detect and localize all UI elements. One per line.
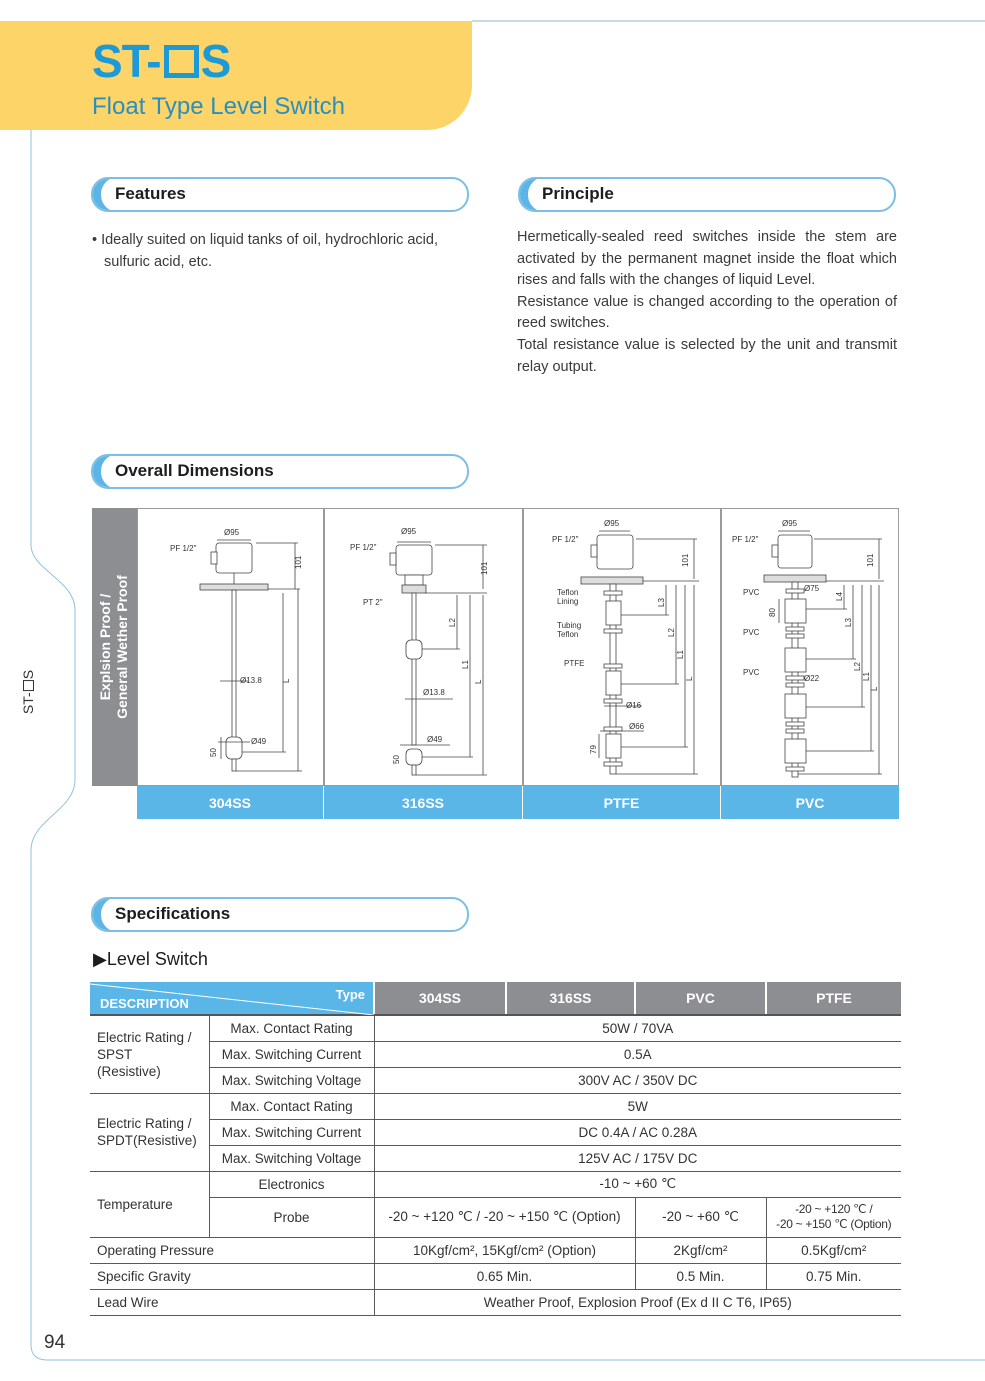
dim-label: Ø95 — [782, 519, 798, 528]
dimensions-panel — [92, 508, 899, 819]
features-title: Features — [115, 184, 186, 203]
drawing-304ss-svg — [138, 509, 325, 787]
model-label-ptfe: PTFE — [523, 786, 721, 819]
dim-label: 50 — [392, 755, 401, 764]
table-row — [90, 1263, 901, 1289]
dimensions-section-header — [91, 454, 469, 489]
dim-label: 101 — [294, 555, 303, 569]
group-cell-temperature: Temperature — [90, 1171, 209, 1237]
param-cell: Max. Contact Rating — [209, 1015, 374, 1041]
side-label-line2: General Wether Proof — [114, 575, 130, 719]
drawing-pvc-svg — [722, 509, 900, 787]
header-description-type-cell — [90, 982, 374, 1015]
dim-label: L1 — [461, 660, 470, 669]
drawing-316ss-svg — [325, 509, 524, 787]
value-cell — [766, 1197, 901, 1237]
value-cell: 0.65 Min. — [374, 1263, 635, 1289]
dim-label: PF 1/2" — [732, 535, 759, 544]
specifications-section-header — [91, 897, 469, 932]
features-list — [92, 229, 467, 273]
dim-label: Ø95 — [224, 528, 240, 537]
side-label-line1: Explsion Proof / — [97, 593, 113, 701]
dim-label: L — [474, 679, 483, 684]
value-cell: -20 ~ +120 ℃ / -20 ~ +150 ℃ (Option) — [374, 1197, 635, 1237]
param-cell: Max. Switching Voltage — [209, 1067, 374, 1093]
table-row — [90, 1197, 901, 1237]
table-row — [90, 1093, 901, 1119]
dim-label: Tubing — [557, 621, 582, 630]
model-label-pvc: PVC — [721, 786, 899, 819]
param-cell: Electronics — [209, 1171, 374, 1197]
table-row — [90, 1145, 901, 1171]
dim-label: 79 — [589, 745, 598, 754]
drawing-316ss — [324, 508, 523, 786]
group-label: Electric Rating / — [97, 1029, 192, 1045]
dim-label: PTFE — [564, 659, 585, 668]
param-cell: Max. Switching Current — [209, 1119, 374, 1145]
model-suffix: S — [200, 35, 231, 87]
specifications-title: Specifications — [115, 904, 231, 923]
model-label-316ss: 316SS — [324, 786, 523, 819]
value-cell: 50W / 70VA — [374, 1015, 901, 1041]
header-col-304ss: 304SS — [374, 982, 506, 1015]
dim-label: PT 2" — [363, 598, 383, 607]
dim-label: PF 1/2" — [170, 544, 197, 553]
drawing-pvc — [721, 508, 899, 786]
dim-label: PVC — [743, 588, 760, 597]
value-cell: DC 0.4A / AC 0.28A — [374, 1119, 901, 1145]
dim-label: 101 — [866, 553, 875, 567]
table-row — [90, 1289, 901, 1315]
level-switch-heading-text: Level Switch — [106, 949, 208, 969]
header-description: DESCRIPTION — [100, 996, 189, 1011]
dim-label: L1 — [862, 672, 871, 681]
specifications-table — [90, 982, 901, 1316]
probe-ptfe-line: -20 ~ +120 ℃ / — [795, 1202, 873, 1216]
dim-label: L3 — [844, 618, 853, 627]
drawing-ptfe-svg — [524, 509, 722, 787]
label-cell: Specific Gravity — [90, 1263, 374, 1289]
dim-label: Ø13.8 — [423, 688, 445, 697]
value-cell: 125V AC / 175V DC — [374, 1145, 901, 1171]
dim-label: PVC — [743, 668, 760, 677]
principle-body — [517, 227, 897, 378]
dim-label: Ø13.8 — [240, 676, 262, 685]
side-tab-label — [20, 670, 36, 714]
table-row — [90, 1067, 901, 1093]
level-switch-heading — [93, 949, 208, 970]
dim-label: L — [282, 678, 291, 683]
drawing-ptfe — [523, 508, 721, 786]
dim-label: Lining — [557, 597, 579, 606]
header-type: Type — [335, 987, 365, 1002]
dim-label: PF 1/2" — [552, 535, 579, 544]
side-tab-suffix: S — [20, 669, 36, 680]
param-cell: Max. Switching Voltage — [209, 1145, 374, 1171]
side-tab-prefix: ST- — [20, 692, 36, 715]
probe-ptfe-line: -20 ~ +150 ℃ (Option) — [776, 1217, 892, 1231]
product-subtitle: Float Type Level Switch — [92, 93, 346, 120]
group-label: (Resistive) — [97, 1063, 161, 1079]
group-label: SPST — [97, 1046, 133, 1062]
table-row — [90, 1041, 901, 1067]
table-row — [90, 1119, 901, 1145]
dim-label: L1 — [676, 650, 685, 659]
dim-label: 101 — [681, 553, 690, 567]
dim-label: Ø75 — [804, 584, 820, 593]
dim-label: L2 — [448, 618, 457, 627]
model-prefix: ST- — [92, 35, 161, 87]
table-row — [90, 1237, 901, 1263]
features-section-header — [91, 177, 469, 212]
principle-section-header — [518, 177, 896, 212]
triangle-right-icon: ▶ — [93, 949, 107, 969]
table-row — [90, 1015, 901, 1041]
principle-title: Principle — [542, 184, 614, 203]
header-col-pvc: PVC — [635, 982, 766, 1015]
value-cell: 0.75 Min. — [766, 1263, 901, 1289]
group-label: SPDT(Resistive) — [97, 1133, 197, 1148]
group-label: Electric Rating / — [97, 1116, 192, 1131]
page-number: 94 — [44, 1332, 66, 1353]
param-cell: Max. Contact Rating — [209, 1093, 374, 1119]
param-cell: Max. Switching Current — [209, 1041, 374, 1067]
product-model-title — [92, 34, 230, 88]
value-cell: 0.5Kgf/cm² — [766, 1237, 901, 1263]
dim-label: L3 — [657, 598, 666, 607]
param-cell: Probe — [209, 1197, 374, 1237]
dim-label: Ø49 — [251, 737, 267, 746]
features-item: • Ideally suited on liquid tanks of oil, hydrochloric acid, sulfuric acid, etc. — [92, 229, 467, 273]
dim-label: L4 — [835, 592, 844, 601]
dim-label: Teflon — [557, 588, 579, 597]
value-cell: 0.5 Min. — [635, 1263, 766, 1289]
group-cell-spst — [90, 1015, 209, 1093]
dim-label: PVC — [743, 628, 760, 637]
label-cell: Lead Wire — [90, 1289, 374, 1315]
principle-paragraph: Total resistance value is selected by the unit and transmit relay output. — [517, 336, 897, 375]
dim-label: 50 — [209, 748, 218, 757]
dim-label: Ø95 — [604, 519, 620, 528]
value-cell: 300V AC / 350V DC — [374, 1067, 901, 1093]
dim-label: L2 — [667, 628, 676, 637]
model-label-304ss: 304SS — [137, 786, 324, 819]
header-col-316ss: 316SS — [506, 982, 635, 1015]
dim-label: PF 1/2" — [350, 543, 377, 552]
value-cell: -20 ~ +60 ℃ — [635, 1197, 766, 1237]
value-cell: 5W — [374, 1093, 901, 1119]
dim-label: Teflon — [557, 630, 579, 639]
dim-label: Ø16 — [626, 701, 642, 710]
principle-paragraph: Hermetically-sealed reed switches inside the stem are activated by the permanent magnet inside the float which rises and falls with the changes of liquid Level. — [517, 229, 897, 289]
table-header-row — [90, 982, 901, 1015]
dimensions-title: Overall Dimensions — [115, 461, 274, 480]
value-cell: -10 ~ +60 ℃ — [374, 1171, 901, 1197]
value-cell: 0.5A — [374, 1041, 901, 1067]
model-placeholder-box-icon — [164, 45, 199, 78]
dim-label: 101 — [480, 561, 489, 575]
label-cell: Operating Pressure — [90, 1237, 374, 1263]
value-cell: Weather Proof, Explosion Proof (Ex d II C T6, IP65) — [374, 1289, 901, 1315]
dimensions-side-label — [92, 508, 137, 786]
dim-label: Ø22 — [804, 674, 820, 683]
value-cell: 2Kgf/cm² — [635, 1237, 766, 1263]
group-cell-spdt — [90, 1093, 209, 1171]
table-row — [90, 1171, 901, 1197]
principle-paragraph: Resistance value is changed according to the operation of reed switches. — [517, 293, 897, 332]
dim-label: Ø49 — [427, 735, 443, 744]
dim-label: Ø95 — [401, 527, 417, 536]
dim-label: 80 — [768, 608, 777, 617]
dim-label: L2 — [853, 662, 862, 671]
dim-label: L — [685, 676, 694, 681]
header-col-ptfe: PTFE — [766, 982, 901, 1015]
dim-label: Ø66 — [629, 722, 645, 731]
dim-label: L — [870, 686, 879, 691]
value-cell: 10Kgf/cm², 15Kgf/cm² (Option) — [374, 1237, 635, 1263]
side-placeholder-box-icon — [23, 680, 34, 691]
drawing-304ss — [137, 508, 324, 786]
